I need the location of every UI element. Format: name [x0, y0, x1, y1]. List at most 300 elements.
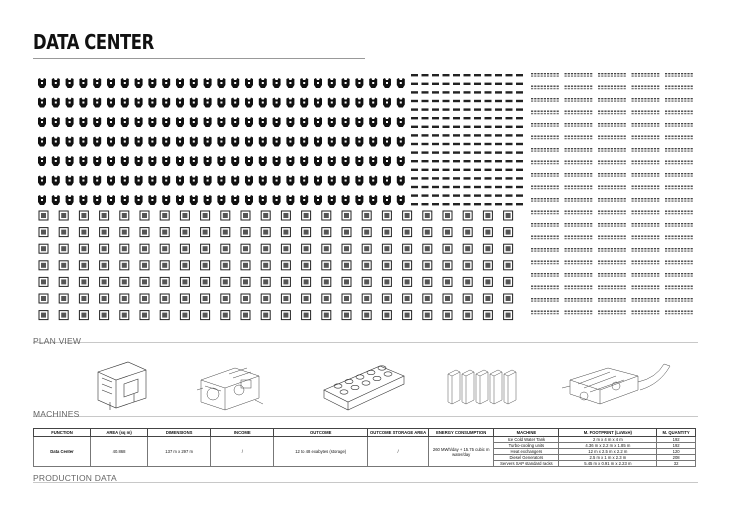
- turbo-unit-symbol: [453, 169, 460, 171]
- rack-symbol: [382, 211, 391, 220]
- rack-symbol: [504, 211, 513, 220]
- rack-symbol: [504, 311, 513, 320]
- generator-symbol: [598, 123, 626, 127]
- tank-symbol: [383, 117, 391, 127]
- machine-qty-cell: 192: [657, 443, 696, 449]
- tank-symbol: [342, 156, 350, 166]
- turbo-unit-symbol: [485, 134, 492, 136]
- rack-symbol: [140, 261, 149, 270]
- turbo-unit-symbol: [432, 117, 439, 119]
- tank-symbol: [66, 176, 74, 186]
- turbo-unit-symbol: [411, 169, 418, 171]
- turbo-unit-symbol: [495, 169, 502, 171]
- tank-symbol: [328, 176, 336, 186]
- rack-symbol: [302, 311, 311, 320]
- rack-symbol: [39, 261, 48, 270]
- function-cell: Data Center: [34, 437, 91, 467]
- turbo-unit-symbol: [485, 108, 492, 110]
- tank-symbol: [383, 195, 391, 205]
- col-header: M. QUANTITY: [657, 429, 696, 437]
- generator-symbol: [632, 298, 660, 302]
- rack-symbol: [241, 261, 250, 270]
- rack-symbol: [302, 261, 311, 270]
- rack-symbol: [302, 294, 311, 303]
- rack-symbol: [261, 261, 270, 270]
- turbo-unit-symbol: [464, 74, 471, 76]
- turbo-unit-symbol: [464, 143, 471, 145]
- tank-symbol: [328, 137, 336, 147]
- tank-symbol: [162, 117, 170, 127]
- turbo-unit-symbol: [432, 177, 439, 179]
- rack-symbol: [362, 228, 371, 237]
- turbo-unit-symbol: [474, 100, 481, 102]
- tank-symbol: [397, 176, 405, 186]
- tank-symbol: [52, 137, 60, 147]
- rack-symbol: [59, 294, 68, 303]
- rack-symbol: [483, 228, 492, 237]
- ice-cold-water-tank-icon: [98, 362, 146, 410]
- turbo-unit-symbol: [474, 169, 481, 171]
- rack-symbol: [180, 211, 189, 220]
- turbo-unit-symbol: [453, 117, 460, 119]
- rack-symbol: [261, 311, 270, 320]
- generator-symbol: [531, 236, 559, 240]
- tank-symbol: [328, 195, 336, 205]
- turbo-unit-symbol: [432, 91, 439, 93]
- rack-symbol: [443, 277, 452, 286]
- tank-symbol: [286, 98, 294, 108]
- turbo-unit-symbol: [443, 134, 450, 136]
- tank-symbol: [52, 195, 60, 205]
- tank-symbol: [355, 98, 363, 108]
- tank-symbol: [259, 195, 267, 205]
- turbo-unit-symbol: [506, 117, 513, 119]
- tank-symbol: [93, 137, 101, 147]
- generator-symbol: [531, 136, 559, 140]
- tank-symbol: [162, 137, 170, 147]
- tank-symbol: [231, 78, 239, 88]
- production-data-label: PRODUCTION DATA: [33, 473, 117, 483]
- tank-symbol: [328, 156, 336, 166]
- rack-symbol: [221, 244, 230, 253]
- generator-symbol: [665, 273, 693, 277]
- turbo-unit-symbol: [422, 117, 429, 119]
- tank-symbol: [300, 78, 308, 88]
- generator-symbol: [565, 173, 593, 177]
- turbo-unit-symbol: [495, 194, 502, 196]
- tank-symbol: [148, 195, 156, 205]
- rack-symbol: [201, 294, 210, 303]
- tank-symbol: [273, 156, 281, 166]
- tank-symbol: [231, 117, 239, 127]
- rack-symbol: [463, 294, 472, 303]
- turbo-unit-symbol: [474, 117, 481, 119]
- generator-symbol: [665, 211, 693, 215]
- generator-symbol: [665, 173, 693, 177]
- generator-symbol: [531, 123, 559, 127]
- generator-symbol: [598, 86, 626, 90]
- turbo-unit-symbol: [443, 100, 450, 102]
- turbo-unit-symbol: [495, 100, 502, 102]
- rack-symbol: [120, 311, 129, 320]
- tank-symbol: [162, 78, 170, 88]
- turbo-unit-symbol: [443, 160, 450, 162]
- turbo-unit-symbol: [516, 108, 523, 110]
- tank-symbol: [204, 176, 212, 186]
- turbo-unit-symbol: [495, 203, 502, 205]
- tank-symbol: [190, 137, 198, 147]
- tank-symbol: [314, 195, 322, 205]
- tank-symbol: [286, 195, 294, 205]
- tank-symbol: [259, 176, 267, 186]
- rack-symbol: [382, 244, 391, 253]
- production-data-table: [33, 428, 696, 467]
- rack-symbol: [221, 228, 230, 237]
- rack-symbol: [160, 261, 169, 270]
- turbo-unit-symbol: [474, 108, 481, 110]
- rack-symbol: [342, 311, 351, 320]
- generator-symbol: [531, 248, 559, 252]
- tank-symbol: [342, 176, 350, 186]
- turbo-unit-symbol: [432, 143, 439, 145]
- turbo-unit-symbol: [506, 194, 513, 196]
- turbo-unit-symbol: [432, 169, 439, 171]
- table-header-row: [34, 429, 696, 437]
- rack-symbol: [443, 261, 452, 270]
- generator-symbol: [665, 223, 693, 227]
- generator-symbol: [565, 211, 593, 215]
- turbo-unit-symbol: [453, 74, 460, 76]
- rack-symbol: [463, 228, 472, 237]
- tank-symbol: [383, 156, 391, 166]
- tank-symbol: [66, 156, 74, 166]
- generator-symbol: [531, 311, 559, 315]
- generator-symbol: [531, 298, 559, 302]
- rack-symbol: [322, 261, 331, 270]
- tank-symbol: [107, 137, 115, 147]
- col-header: INCOME: [211, 429, 274, 437]
- turbo-unit-symbol: [443, 203, 450, 205]
- col-header: ENERGY CONSUMPTION: [429, 429, 494, 437]
- turbo-unit-symbol: [411, 177, 418, 179]
- turbo-unit-symbol: [516, 74, 523, 76]
- turbo-unit-symbol: [422, 194, 429, 196]
- turbo-cooling-unit-icon: [197, 368, 263, 410]
- turbo-unit-symbol: [453, 194, 460, 196]
- tank-symbol: [121, 156, 129, 166]
- rack-symbol: [140, 244, 149, 253]
- tank-symbol: [342, 137, 350, 147]
- tank-symbol: [314, 98, 322, 108]
- tank-symbol: [121, 176, 129, 186]
- rack-symbol: [59, 228, 68, 237]
- generator-symbol: [632, 73, 660, 77]
- rack-symbol: [100, 294, 109, 303]
- turbo-unit-symbol: [443, 169, 450, 171]
- turbo-unit-symbol: [453, 108, 460, 110]
- rack-symbol: [241, 244, 250, 253]
- turbo-unit-symbol: [464, 134, 471, 136]
- cold-water-tank-grid: [38, 78, 405, 205]
- turbo-unit-symbol: [474, 203, 481, 205]
- rack-symbol: [403, 211, 412, 220]
- rack-symbol: [504, 277, 513, 286]
- rack-symbol: [322, 244, 331, 253]
- tank-symbol: [355, 156, 363, 166]
- rack-symbol: [261, 228, 270, 237]
- rack-symbol: [322, 211, 331, 220]
- tank-symbol: [217, 98, 225, 108]
- turbo-unit-symbol: [474, 177, 481, 179]
- tank-symbol: [300, 176, 308, 186]
- rack-symbol: [362, 211, 371, 220]
- rack-symbol: [281, 261, 290, 270]
- tank-symbol: [148, 176, 156, 186]
- turbo-unit-symbol: [516, 83, 523, 85]
- tank-symbol: [93, 98, 101, 108]
- tank-symbol: [259, 117, 267, 127]
- tank-symbol: [369, 195, 377, 205]
- turbo-unit-symbol: [411, 108, 418, 110]
- page-title: DATA CENTER: [33, 30, 154, 54]
- generator-symbol: [632, 173, 660, 177]
- rack-symbol: [423, 277, 432, 286]
- tank-symbol: [204, 137, 212, 147]
- tank-symbol: [328, 78, 336, 88]
- plan-view-rule: [33, 342, 698, 343]
- turbo-unit-symbol: [422, 203, 429, 205]
- turbo-unit-symbol: [516, 117, 523, 119]
- tank-symbol: [300, 117, 308, 127]
- tank-symbol: [162, 156, 170, 166]
- tank-symbol: [217, 137, 225, 147]
- turbo-unit-symbol: [485, 117, 492, 119]
- generator-symbol: [665, 298, 693, 302]
- area-cell: 40.868: [91, 437, 148, 467]
- turbo-unit-symbol: [485, 100, 492, 102]
- rack-symbol: [201, 261, 210, 270]
- rack-symbol: [382, 311, 391, 320]
- rack-symbol: [160, 294, 169, 303]
- rack-symbol: [59, 311, 68, 320]
- production-data-rule: [33, 482, 698, 483]
- turbo-unit-symbol: [506, 186, 513, 188]
- tank-symbol: [135, 176, 143, 186]
- turbo-unit-symbol: [443, 74, 450, 76]
- turbo-unit-symbol: [485, 160, 492, 162]
- rack-symbol: [322, 311, 331, 320]
- tank-symbol: [369, 156, 377, 166]
- turbo-unit-symbol: [432, 151, 439, 153]
- rack-symbol: [342, 277, 351, 286]
- rack-symbol: [39, 211, 48, 220]
- tank-symbol: [314, 176, 322, 186]
- diesel-generator-grid: [531, 73, 693, 314]
- rack-symbol: [79, 244, 88, 253]
- col-header: FUNCTION: [34, 429, 91, 437]
- generator-symbol: [632, 123, 660, 127]
- generator-symbol: [598, 148, 626, 152]
- generator-symbol: [531, 198, 559, 202]
- turbo-unit-symbol: [443, 177, 450, 179]
- tank-symbol: [38, 78, 46, 88]
- turbo-unit-symbol: [422, 108, 429, 110]
- tank-symbol: [217, 195, 225, 205]
- rack-symbol: [140, 211, 149, 220]
- tank-symbol: [66, 98, 74, 108]
- rack-symbol: [160, 211, 169, 220]
- generator-symbol: [632, 248, 660, 252]
- rack-symbol: [201, 311, 210, 320]
- rack-symbol: [79, 261, 88, 270]
- tank-symbol: [355, 176, 363, 186]
- generator-symbol: [531, 73, 559, 77]
- tank-symbol: [204, 98, 212, 108]
- tank-symbol: [245, 117, 253, 127]
- energy-cell: 260 MWh/day + 15.75 cubic m water/day: [429, 437, 494, 467]
- tank-symbol: [190, 117, 198, 127]
- turbo-unit-symbol: [485, 203, 492, 205]
- turbo-unit-symbol: [453, 100, 460, 102]
- rack-symbol: [39, 277, 48, 286]
- tank-symbol: [355, 78, 363, 88]
- rack-symbol: [443, 294, 452, 303]
- turbo-unit-symbol: [443, 151, 450, 153]
- rack-symbol: [281, 228, 290, 237]
- rack-symbol: [302, 244, 311, 253]
- turbo-unit-symbol: [506, 83, 513, 85]
- rack-symbol: [221, 294, 230, 303]
- rack-symbol: [322, 277, 331, 286]
- turbo-unit-symbol: [506, 134, 513, 136]
- turbo-unit-symbol: [443, 91, 450, 93]
- machine-footprint-cell: 4.36 m x 2.2 m x 1.85 m: [559, 443, 657, 449]
- turbo-unit-symbol: [453, 177, 460, 179]
- turbo-unit-symbol: [432, 186, 439, 188]
- tank-symbol: [273, 137, 281, 147]
- generator-symbol: [598, 161, 626, 165]
- rack-symbol: [180, 244, 189, 253]
- generator-symbol: [665, 311, 693, 315]
- turbo-unit-symbol: [474, 186, 481, 188]
- rack-symbol: [201, 211, 210, 220]
- turbo-unit-symbol: [485, 194, 492, 196]
- turbo-unit-symbol: [516, 186, 523, 188]
- machine-footprint-cell: 2.5 m x 1 m x 2.3 m: [559, 455, 657, 461]
- rack-symbol: [79, 294, 88, 303]
- tank-symbol: [93, 195, 101, 205]
- rack-symbol: [120, 294, 129, 303]
- diesel-generator-icon: [448, 370, 516, 404]
- rack-symbol: [362, 277, 371, 286]
- rack-symbol: [423, 311, 432, 320]
- turbo-unit-symbol: [485, 126, 492, 128]
- tank-symbol: [121, 137, 129, 147]
- tank-symbol: [38, 176, 46, 186]
- turbo-unit-symbol: [506, 169, 513, 171]
- rack-symbol: [180, 261, 189, 270]
- tank-symbol: [121, 98, 129, 108]
- tank-symbol: [217, 156, 225, 166]
- turbo-unit-symbol: [506, 177, 513, 179]
- tank-symbol: [38, 98, 46, 108]
- generator-symbol: [565, 148, 593, 152]
- tank-symbol: [273, 195, 281, 205]
- generator-symbol: [632, 86, 660, 90]
- turbo-unit-symbol: [411, 160, 418, 162]
- tank-symbol: [135, 137, 143, 147]
- turbo-unit-symbol: [506, 91, 513, 93]
- tank-symbol: [273, 78, 281, 88]
- generator-symbol: [565, 298, 593, 302]
- rack-symbol: [140, 228, 149, 237]
- rack-symbol: [403, 311, 412, 320]
- turbo-unit-symbol: [485, 143, 492, 145]
- generator-symbol: [565, 286, 593, 290]
- turbo-unit-symbol: [422, 74, 429, 76]
- rack-symbol: [423, 211, 432, 220]
- generator-symbol: [665, 123, 693, 127]
- rack-symbol: [180, 294, 189, 303]
- tank-symbol: [107, 98, 115, 108]
- rack-symbol: [140, 311, 149, 320]
- rack-symbol: [59, 211, 68, 220]
- turbo-unit-symbol: [495, 134, 502, 136]
- tank-symbol: [259, 156, 267, 166]
- machines-label: MACHINES: [33, 409, 80, 419]
- rack-symbol: [261, 277, 270, 286]
- generator-symbol: [565, 311, 593, 315]
- rack-symbol: [241, 294, 250, 303]
- generator-symbol: [598, 186, 626, 190]
- turbo-unit-symbol: [495, 151, 502, 153]
- turbo-unit-symbol: [506, 100, 513, 102]
- generator-symbol: [665, 148, 693, 152]
- generator-symbol: [565, 248, 593, 252]
- rack-symbol: [201, 228, 210, 237]
- rack-symbol: [342, 261, 351, 270]
- turbo-unit-symbol: [422, 177, 429, 179]
- rack-symbol: [221, 277, 230, 286]
- rack-symbol: [221, 211, 230, 220]
- tank-symbol: [300, 156, 308, 166]
- rack-symbol: [403, 228, 412, 237]
- turbo-unit-symbol: [411, 117, 418, 119]
- generator-symbol: [632, 286, 660, 290]
- tank-symbol: [369, 98, 377, 108]
- turbo-unit-symbol: [464, 160, 471, 162]
- generator-symbol: [665, 73, 693, 77]
- tank-symbol: [176, 98, 184, 108]
- generator-symbol: [531, 98, 559, 102]
- rack-symbol: [443, 211, 452, 220]
- turbo-unit-symbol: [453, 160, 460, 162]
- tank-symbol: [286, 176, 294, 186]
- turbo-unit-symbol: [485, 169, 492, 171]
- tank-symbol: [314, 78, 322, 88]
- turbo-unit-symbol: [464, 108, 471, 110]
- tank-symbol: [190, 156, 198, 166]
- tank-symbol: [148, 156, 156, 166]
- rack-symbol: [281, 211, 290, 220]
- turbo-unit-symbol: [443, 143, 450, 145]
- turbo-unit-symbol: [443, 194, 450, 196]
- rack-symbol: [382, 261, 391, 270]
- turbo-unit-symbol: [474, 143, 481, 145]
- generator-symbol: [598, 98, 626, 102]
- rack-symbol: [160, 244, 169, 253]
- tank-symbol: [355, 117, 363, 127]
